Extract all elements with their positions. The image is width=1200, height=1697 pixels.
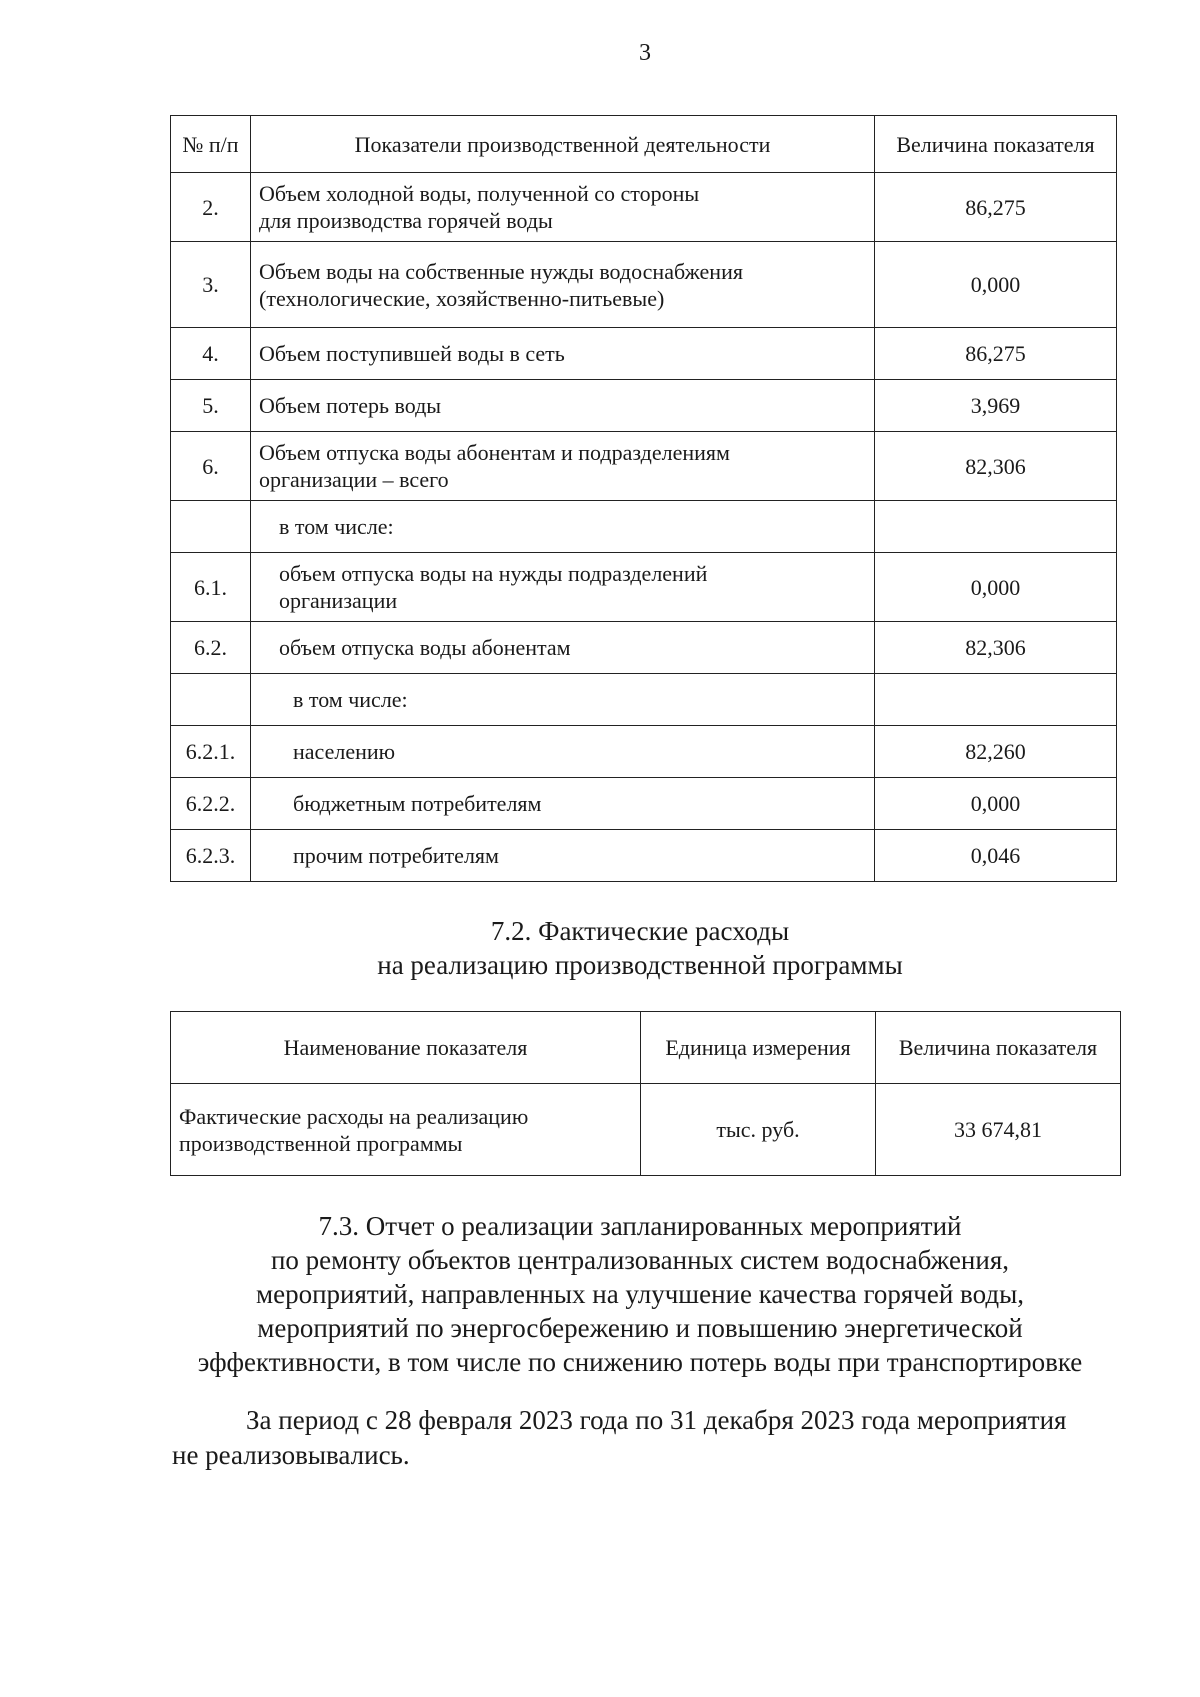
row-number: 4.: [171, 328, 251, 380]
paragraph-line: За период с 28 февраля 2023 года по 31 декабря 2023 года мероприятия: [246, 1405, 1067, 1435]
indicator-line: объем отпуска воды на нужды подразделений: [279, 561, 708, 586]
table-row: [171, 726, 1117, 778]
row-number: 6.1.: [171, 553, 251, 622]
table-row: [171, 432, 1117, 501]
row-indicator: [251, 432, 875, 501]
table-row: [171, 553, 1117, 622]
indicator-line: Объем холодной воды, полученной со стороны: [259, 181, 700, 206]
row-value: 86,275: [875, 328, 1117, 380]
table-row: [171, 778, 1117, 830]
table-header-row: [171, 116, 1117, 173]
section-7-2-title: [160, 914, 1120, 982]
section-title-line: мероприятий по энергосбережению и повышению энергетической: [257, 1313, 1023, 1343]
header-value: Величина показателя: [875, 116, 1117, 173]
header-unit: Единица измерения: [641, 1012, 876, 1084]
page-number: 3: [639, 40, 651, 66]
actual-expenses-table: [170, 1011, 1121, 1176]
section-title-line: 7.3. Отчет о реализации запланированных мероприятий: [318, 1211, 962, 1241]
expense-unit: тыс. руб.: [641, 1084, 876, 1176]
table-row: [171, 622, 1117, 674]
row-indicator: [251, 173, 875, 242]
row-number: 6.2.2.: [171, 778, 251, 830]
indicator-line: Объем воды на собственные нужды водоснабжения: [259, 258, 743, 284]
indicator-line: Объем отпуска воды абонентам и подразделениям: [259, 440, 730, 465]
row-value: 0,046: [875, 830, 1117, 882]
row-value: [875, 674, 1117, 726]
indicator-line: Объем поступившей воды в сеть: [259, 341, 565, 366]
row-number: 3.: [171, 242, 251, 328]
row-indicator: [251, 553, 875, 622]
row-value: 86,275: [875, 173, 1117, 242]
indicator-line: Объем потерь воды: [259, 393, 442, 418]
header-value: Величина показателя: [876, 1012, 1121, 1084]
row-value: 82,306: [875, 432, 1117, 501]
indicator-line: для производства горячей воды: [259, 208, 553, 233]
row-value: 0,000: [875, 553, 1117, 622]
table-row: [171, 1084, 1121, 1176]
section-title-line: эффективности, в том числе по снижению потерь воды при транспортировке: [197, 1347, 1083, 1377]
expense-name-line: производственной программы: [179, 1130, 463, 1156]
row-value: 82,260: [875, 726, 1117, 778]
section-7-3-title: [160, 1209, 1120, 1379]
row-indicator: [251, 501, 875, 553]
production-indicators-table: [170, 115, 1117, 882]
row-number: [171, 674, 251, 726]
table-row: [171, 380, 1117, 432]
row-value: 3,969: [875, 380, 1117, 432]
row-value: [875, 501, 1117, 553]
row-value: 0,000: [875, 242, 1117, 328]
row-indicator: [251, 622, 875, 674]
table-row: [171, 242, 1117, 328]
expense-name: [171, 1084, 641, 1176]
row-indicator: [251, 380, 875, 432]
paragraph-line: не реализовывались.: [172, 1440, 410, 1470]
indicator-line: бюджетным потребителям: [293, 791, 542, 816]
expense-value: 33 674,81: [876, 1084, 1121, 1176]
row-number: 6.2.: [171, 622, 251, 674]
row-number: [171, 501, 251, 553]
indicator-line: населению: [293, 739, 396, 764]
row-number: 6.2.3.: [171, 830, 251, 882]
table-header-row: [171, 1012, 1121, 1084]
row-number: 2.: [171, 173, 251, 242]
row-indicator: [251, 726, 875, 778]
row-value: 0,000: [875, 778, 1117, 830]
row-indicator: [251, 778, 875, 830]
table-row: [171, 830, 1117, 882]
row-indicator: [251, 674, 875, 726]
indicator-line: (технологические, хозяйственно-питьевые): [259, 285, 665, 311]
row-indicator: [251, 830, 875, 882]
table-row: [171, 173, 1117, 242]
indicator-line: организации: [279, 588, 398, 613]
report-paragraph: [172, 1403, 1122, 1473]
table-row: [171, 674, 1117, 726]
indicator-line: в том числе:: [279, 514, 394, 539]
section-title-line: 7.2. Фактические расходы: [490, 916, 790, 946]
table-row: [171, 501, 1117, 553]
indicator-line: организации – всего: [259, 467, 449, 492]
header-name: Наименование показателя: [171, 1012, 641, 1084]
row-number: 6.: [171, 432, 251, 501]
section-title-line: на реализацию производственной программы: [377, 950, 903, 980]
indicator-line: объем отпуска воды абонентам: [279, 635, 571, 660]
section-title-line: мероприятий, направленных на улучшение качества горячей воды,: [256, 1279, 1024, 1309]
table-row: [171, 328, 1117, 380]
row-number: 5.: [171, 380, 251, 432]
indicator-line: в том числе:: [293, 687, 408, 712]
section-title-line: по ремонту объектов централизованных систем водоснабжения,: [270, 1245, 1010, 1275]
expense-name-line: Фактические расходы на реализацию: [179, 1103, 529, 1129]
header-indicator: Показатели производственной деятельности: [251, 116, 875, 173]
row-indicator: [251, 242, 875, 328]
header-number: № п/п: [171, 116, 251, 173]
indicator-line: прочим потребителям: [293, 843, 499, 868]
row-value: 82,306: [875, 622, 1117, 674]
row-number: 6.2.1.: [171, 726, 251, 778]
row-indicator: [251, 328, 875, 380]
